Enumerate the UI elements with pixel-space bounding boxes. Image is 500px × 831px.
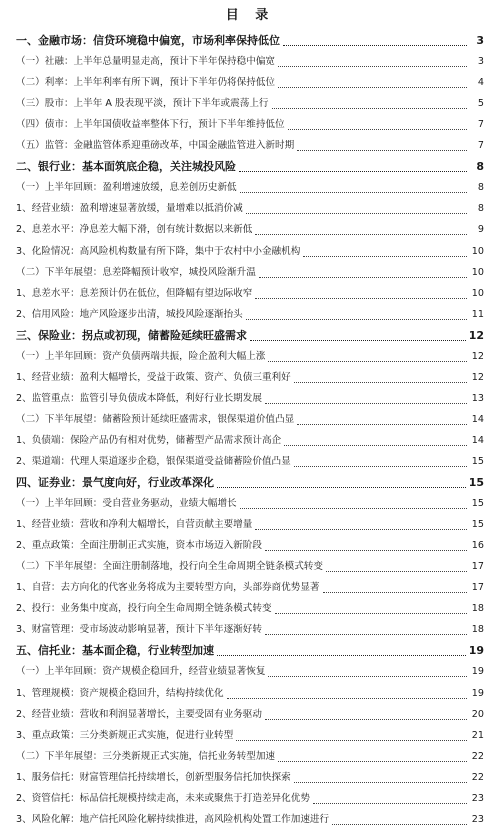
dot-leader	[255, 233, 467, 235]
dot-leader	[283, 44, 467, 46]
dot-leader	[217, 654, 466, 656]
dot-leader	[303, 255, 467, 257]
toc-page-number: 10	[471, 245, 484, 257]
dot-leader	[255, 297, 467, 299]
dot-leader	[259, 276, 467, 278]
toc-subsection-entry[interactable]	[16, 620, 484, 641]
dot-leader	[326, 570, 467, 572]
toc-section-entry[interactable]	[16, 662, 484, 683]
toc-entry-text: 2、信用风险：地产风险逐步出清，城投风险逐渐抬头	[16, 308, 243, 320]
toc-subsection-entry[interactable]	[16, 305, 484, 326]
toc-page-number: 12	[468, 328, 484, 342]
toc-entry-text: 二、银行业：基本面筑底企稳，关注城投风险	[16, 160, 236, 174]
toc-subsection-entry[interactable]	[16, 199, 484, 220]
toc-chapter-entry[interactable]	[16, 641, 484, 662]
toc-page-number: 8	[477, 203, 484, 215]
toc-entry-text: 五、信托业：基本面企稳，行业转型加速	[16, 644, 214, 658]
toc-page-number: 13	[471, 392, 484, 404]
toc-chapter-entry[interactable]	[16, 31, 484, 52]
toc-page-number: 5	[477, 98, 484, 110]
toc-entry-text: （二）下半年展望：三分类新规正式实施，信托业务转型加速	[16, 750, 276, 762]
toc-entry-text: 1、管理规模：资产规模企稳回升，结构持续优化	[16, 687, 224, 699]
toc-subsection-entry[interactable]	[16, 452, 484, 473]
toc-page-number: 15	[471, 455, 484, 467]
dot-leader	[297, 423, 467, 425]
toc-page-number: 11	[471, 308, 484, 320]
toc-page-number: 19	[471, 666, 484, 678]
toc-entry-text: （一）上半年回顾：资产负债两端共振，险企盈利大幅上涨	[16, 350, 266, 362]
toc-entry-text: 3、重点政策：三分类新规正式实施，促进行业转型	[16, 729, 234, 741]
dot-leader	[265, 549, 467, 551]
toc-entry-text: 2、经营业绩：营收和利润显著增长，主要受固有业务驱动	[16, 708, 262, 720]
dot-leader	[278, 65, 467, 67]
toc-subsection-entry[interactable]	[16, 241, 484, 262]
toc-subsection-entry[interactable]	[16, 515, 484, 536]
toc-subsection-entry[interactable]	[16, 284, 484, 305]
dot-leader	[239, 170, 467, 172]
dot-leader	[323, 591, 467, 593]
toc-section-entry[interactable]	[16, 263, 484, 284]
toc-list	[16, 31, 484, 831]
dot-leader	[265, 718, 467, 720]
dot-leader	[246, 318, 467, 320]
toc-page-number: 14	[471, 434, 484, 446]
toc-entry-text: （二）下半年展望：储蓄险预计延续旺盛需求，银保渠道价值凸显	[16, 413, 295, 425]
toc-subsection-entry[interactable]	[16, 726, 484, 747]
toc-subsection-entry[interactable]	[16, 768, 484, 789]
dot-leader	[240, 507, 467, 509]
dot-leader	[255, 528, 467, 530]
dot-leader	[297, 149, 467, 151]
toc-entry-text: 2、监管重点：监管引导负债成本降低，利好行业长期发展	[16, 392, 262, 404]
toc-subsection-entry[interactable]	[16, 789, 484, 810]
toc-entry-text: （一）上半年回顾：资产规模企稳回升，经营业绩显著恢复	[16, 666, 266, 678]
toc-entry-text: 1、经营业绩：营收和净利大幅增长，自营贡献主要增量	[16, 519, 253, 531]
toc-page-number: 15	[468, 476, 484, 490]
toc-subsection-entry[interactable]	[16, 389, 484, 410]
toc-subsection-entry[interactable]	[16, 536, 484, 557]
toc-chapter-entry[interactable]	[16, 473, 484, 494]
toc-entry-text: 1、经营业绩：盈利大幅增长，受益于政策、资产、负债三重利好	[16, 371, 291, 383]
toc-entry-text: 1、服务信托：财富管理信托持续增长，创新型服务信托加快探索	[16, 771, 291, 783]
toc-entry-text: 3、风险化解：地产信托风险化解持续推进，高风险机构处置工作加速进行	[16, 813, 330, 825]
dot-leader	[265, 402, 467, 404]
dot-leader	[294, 465, 467, 467]
toc-entry-text: （一）上半年回顾：盈利增速放缓，息差创历史新低	[16, 182, 237, 194]
dot-leader	[268, 360, 467, 362]
dot-leader	[265, 633, 467, 635]
toc-entry-text: 1、自营：去方向化的代客业务将成为主要转型方向，头部券商优势显著	[16, 582, 320, 594]
dot-leader	[313, 802, 467, 804]
dot-leader	[250, 339, 466, 341]
toc-entry-text: （一）社融：上半年总量明显走高，预计下半年保持稳中偏宽	[16, 56, 276, 68]
dot-leader	[278, 86, 467, 88]
dot-leader	[294, 781, 467, 783]
dot-leader	[278, 760, 467, 762]
toc-section-entry[interactable]	[16, 347, 484, 368]
toc-section-entry[interactable]	[16, 557, 484, 578]
toc-page-number: 19	[471, 687, 484, 699]
toc-page-number: 23	[471, 813, 484, 825]
toc-subsection-entry[interactable]	[16, 683, 484, 704]
dot-leader	[288, 128, 467, 130]
toc-subsection-entry[interactable]	[16, 810, 484, 831]
toc-section-entry[interactable]	[16, 410, 484, 431]
toc-page-number: 18	[471, 603, 484, 615]
dot-leader	[240, 191, 467, 193]
toc-entry-text: 1、息差水平：息差预计仍在低位，但降幅有望边际收窄	[16, 287, 253, 299]
toc-entry-text: 3、财富管理：受市场波动影响显著，预计下半年逐渐好转	[16, 624, 262, 636]
dot-leader	[246, 212, 467, 214]
toc-entry-text: 三、保险业：拐点或初现，储蓄险延续旺盛需求	[16, 328, 247, 342]
toc-entry-text: 2、投行：业务集中度高，投行向全生命周期全链条模式转变	[16, 603, 272, 615]
toc-page-number: 23	[471, 792, 484, 804]
dot-leader	[332, 823, 467, 825]
toc-page-number: 15	[471, 498, 484, 510]
toc-page-number: 8	[476, 160, 484, 174]
toc-page-number: 22	[471, 771, 484, 783]
toc-page-number: 22	[471, 750, 484, 762]
toc-section-entry[interactable]	[16, 52, 484, 73]
toc-page-number: 21	[471, 729, 484, 741]
toc-entry-text: （一）上半年回顾：受自营业务驱动，业绩大幅增长	[16, 498, 237, 510]
dot-leader	[236, 739, 467, 741]
toc-entry-text: 2、渠道端：代理人渠道逐步企稳，银保渠道受益储蓄险价值凸显	[16, 455, 291, 467]
toc-subsection-entry[interactable]	[16, 578, 484, 599]
toc-entry-text: 1、经营业绩：盈利增速显著放缓，量增难以抵消价减	[16, 203, 243, 215]
dot-leader	[294, 381, 467, 383]
toc-entry-text: 四、证券业：景气度向好，行业改革深化	[16, 476, 214, 490]
toc-entry-text: 2、息差水平：净息差大幅下滑，创有统计数据以来新低	[16, 224, 253, 236]
toc-page-number: 10	[471, 266, 484, 278]
dot-leader	[272, 107, 467, 109]
toc-entry-text: （二）下半年展望：全面注册制落地，投行向全生命周期全链条模式转变	[16, 561, 323, 573]
toc-page-number: 17	[471, 561, 484, 573]
dot-leader	[268, 675, 467, 677]
toc-entry-text: （二）利率：上半年利率有所下调，预计下半年仍将保持低位	[16, 77, 276, 89]
toc-section-entry[interactable]	[16, 178, 484, 199]
toc-chapter-entry[interactable]	[16, 157, 484, 178]
dot-leader	[284, 444, 467, 446]
toc-page-number: 7	[477, 140, 484, 152]
toc-entry-text: 1、负债端：保险产品仍有相对优势，储蓄型产品需求预计高企	[16, 434, 282, 446]
toc-subsection-entry[interactable]	[16, 431, 484, 452]
toc-section-entry[interactable]	[16, 136, 484, 157]
toc-entry-text: （五）监管：金融监管体系迎重磅改革，中国金融监管进入新时期	[16, 140, 295, 152]
toc-page-number: 4	[477, 77, 484, 89]
toc-page-number: 18	[471, 624, 484, 636]
toc-entry-text: （二）下半年展望：息差降幅预计收窄，城投风险渐升温	[16, 266, 256, 278]
toc-page-number: 3	[477, 56, 484, 68]
toc-entry-text: （三）股市：上半年 A 股表现平淡，预计下半年或震荡上行	[16, 98, 269, 110]
toc-subsection-entry[interactable]	[16, 220, 484, 241]
toc-title: 目 录	[225, 8, 275, 23]
toc-entry-text: 3、化险情况：高风险机构数量有所下降，集中于农村中小金融机构	[16, 245, 301, 257]
toc-subsection-entry[interactable]	[16, 368, 484, 389]
toc-entry-text: （四）债市：上半年国债收益率整体下行，预计下半年维持低位	[16, 119, 285, 131]
toc-entry-text: 一、金融市场：信贷环境稳中偏宽，市场利率保持低位	[16, 34, 280, 48]
toc-section-entry[interactable]	[16, 747, 484, 768]
toc-page-number: 20	[471, 708, 484, 720]
toc-page-number: 3	[476, 34, 484, 48]
dot-leader	[227, 697, 467, 699]
toc-page-number: 12	[471, 371, 484, 383]
toc-entry-text: 2、资管信托：标品信托规模持续走高，未来或聚焦于打造差异化优势	[16, 792, 310, 804]
dot-leader	[275, 612, 467, 614]
toc-page-number: 16	[471, 540, 484, 552]
toc-page-number: 10	[471, 287, 484, 299]
toc-page-number: 17	[471, 582, 484, 594]
toc-page-number: 7	[477, 119, 484, 131]
toc-page-number: 19	[468, 644, 484, 658]
toc-section-entry[interactable]	[16, 94, 484, 115]
toc-page-number: 15	[471, 519, 484, 531]
toc-page-number: 12	[471, 350, 484, 362]
toc-page-number: 9	[477, 224, 484, 236]
toc-subsection-entry[interactable]	[16, 705, 484, 726]
toc-section-entry[interactable]	[16, 73, 484, 94]
dot-leader	[217, 486, 466, 488]
toc-page-number: 14	[471, 413, 484, 425]
toc-subsection-entry[interactable]	[16, 599, 484, 620]
toc-page-number: 8	[477, 182, 484, 194]
toc-section-entry[interactable]	[16, 494, 484, 515]
toc-entry-text: 2、重点政策：全面注册制正式实施，资本市场迈入新阶段	[16, 540, 262, 552]
toc-section-entry[interactable]	[16, 115, 484, 136]
toc-chapter-entry[interactable]	[16, 326, 484, 347]
